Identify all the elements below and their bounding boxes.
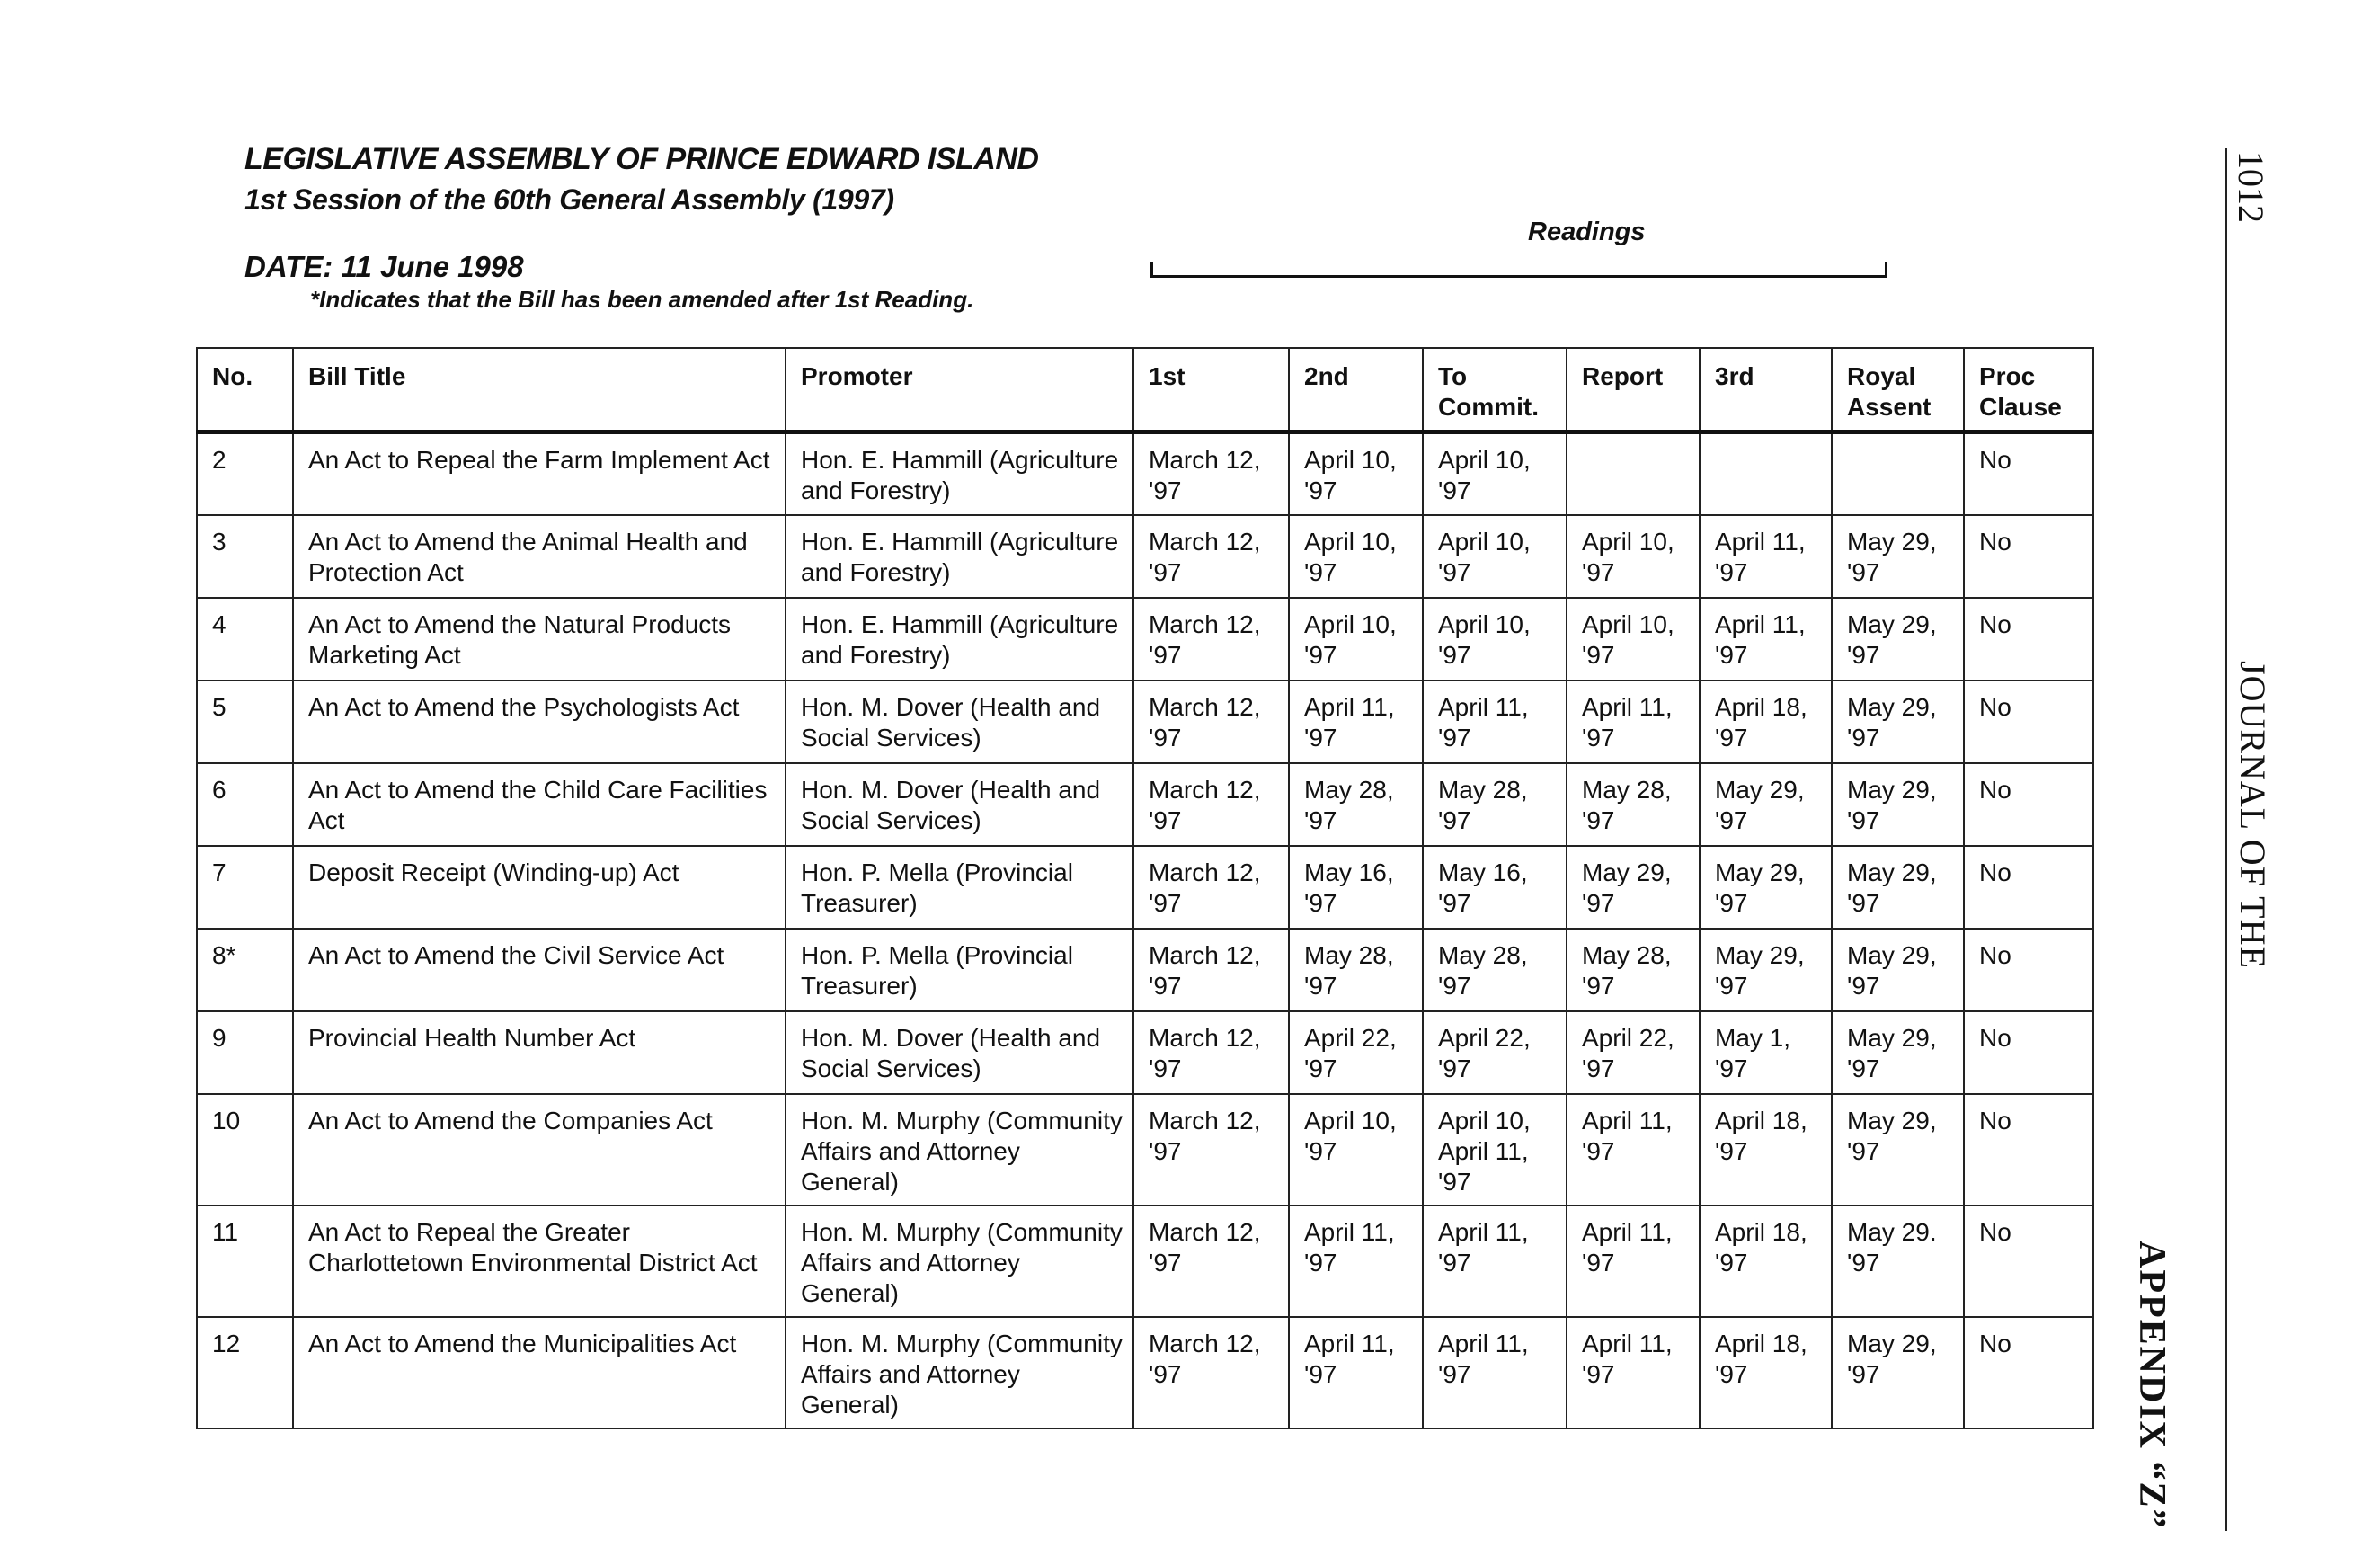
first-reading-cell: March 12, '97 (1133, 763, 1289, 846)
bills-table (196, 347, 2094, 1429)
royal-assent-cell: May 29, '97 (1832, 598, 1964, 681)
table-row (197, 846, 2093, 929)
first-reading-cell: March 12, '97 (1133, 432, 1289, 515)
bill-number-cell: 5 (197, 681, 293, 763)
royal-assent-cell: May 29, '97 (1832, 846, 1964, 929)
first-reading-cell: March 12, '97 (1133, 1206, 1289, 1317)
third-reading-cell: May 1, '97 (1700, 1011, 1832, 1094)
second-reading-cell: April 11, '97 (1289, 681, 1423, 763)
first-reading-cell: March 12, '97 (1133, 1317, 1289, 1428)
bill-title-cell: An Act to Amend the Psychologists Act (293, 681, 786, 763)
third-reading-cell: April 11, '97 (1700, 598, 1832, 681)
to-commit-cell: April 10, April 11, '97 (1423, 1094, 1567, 1206)
promoter-cell: Hon. M. Dover (Health and Social Services) (786, 763, 1133, 846)
first-reading-cell: March 12, '97 (1133, 929, 1289, 1011)
bill-title-cell: An Act to Amend the Municipalities Act (293, 1317, 786, 1428)
table-row (197, 1011, 2093, 1094)
readings-bracket (1150, 259, 1887, 278)
header-second-reading: 2nd (1289, 348, 1423, 432)
proc-clause-cell: No (1964, 1011, 2093, 1094)
second-reading-cell: April 11, '97 (1289, 1206, 1423, 1317)
bill-number-cell: 12 (197, 1317, 293, 1428)
third-reading-cell: May 29, '97 (1700, 846, 1832, 929)
second-reading-cell: May 28, '97 (1289, 763, 1423, 846)
amendment-note: *Indicates that the Bill has been amended after 1st Reading. (310, 286, 974, 313)
proc-clause-cell: No (1964, 598, 2093, 681)
third-reading-cell: April 11, '97 (1700, 515, 1832, 598)
bill-title-cell: Deposit Receipt (Winding-up) Act (293, 846, 786, 929)
bill-title-cell: An Act to Amend the Natural Products Marketing Act (293, 598, 786, 681)
proc-clause-cell: No (1964, 681, 2093, 763)
second-reading-cell: May 16, '97 (1289, 846, 1423, 929)
third-reading-cell: April 18, '97 (1700, 1206, 1832, 1317)
header-no: No. (197, 348, 293, 432)
bill-number-cell: 10 (197, 1094, 293, 1206)
proc-clause-cell: No (1964, 432, 2093, 515)
header-report: Report (1567, 348, 1700, 432)
report-cell: April 11, '97 (1567, 1317, 1700, 1428)
second-reading-cell: April 22, '97 (1289, 1011, 1423, 1094)
third-reading-cell: May 29, '97 (1700, 763, 1832, 846)
report-cell: April 11, '97 (1567, 1206, 1700, 1317)
header-royal-assent: Royal Assent (1832, 348, 1964, 432)
bill-number-cell: 11 (197, 1206, 293, 1317)
table-row (197, 432, 2093, 515)
proc-clause-cell: No (1964, 1317, 2093, 1428)
margin-rule (2225, 148, 2227, 1531)
proc-clause-cell: No (1964, 1206, 2093, 1317)
table-row (197, 1206, 2093, 1317)
table-row (197, 1317, 2093, 1428)
to-commit-cell: May 16, '97 (1423, 846, 1567, 929)
royal-assent-cell: May 29, '97 (1832, 1011, 1964, 1094)
bill-number-cell: 8* (197, 929, 293, 1011)
proc-clause-cell: No (1964, 515, 2093, 598)
to-commit-cell: April 10, '97 (1423, 598, 1567, 681)
royal-assent-cell: May 29, '97 (1832, 681, 1964, 763)
promoter-cell: Hon. M. Dover (Health and Social Services) (786, 1011, 1133, 1094)
header-first-reading: 1st (1133, 348, 1289, 432)
header-promoter: Promoter (786, 348, 1133, 432)
document-title: LEGISLATIVE ASSEMBLY OF PRINCE EDWARD ISLAND (244, 142, 1039, 176)
royal-assent-cell: May 29. '97 (1832, 1206, 1964, 1317)
to-commit-cell: May 28, '97 (1423, 929, 1567, 1011)
second-reading-cell: April 10, '97 (1289, 1094, 1423, 1206)
header-third-reading: 3rd (1700, 348, 1832, 432)
bill-title-cell: An Act to Amend the Companies Act (293, 1094, 786, 1206)
to-commit-cell: April 22, '97 (1423, 1011, 1567, 1094)
table-header-row (197, 348, 2093, 432)
table-row (197, 1094, 2093, 1206)
report-cell: May 29, '97 (1567, 846, 1700, 929)
table-header (197, 348, 2093, 432)
royal-assent-cell (1832, 432, 1964, 515)
bill-title-cell: An Act to Amend the Civil Service Act (293, 929, 786, 1011)
to-commit-cell: April 11, '97 (1423, 681, 1567, 763)
report-cell: April 10, '97 (1567, 515, 1700, 598)
to-commit-cell: April 10, '97 (1423, 432, 1567, 515)
second-reading-cell: May 28, '97 (1289, 929, 1423, 1011)
report-cell: May 28, '97 (1567, 763, 1700, 846)
report-cell: April 22, '97 (1567, 1011, 1700, 1094)
bill-number-cell: 3 (197, 515, 293, 598)
table-body (197, 432, 2093, 1428)
first-reading-cell: March 12, '97 (1133, 598, 1289, 681)
bill-title-cell: An Act to Repeal the Farm Implement Act (293, 432, 786, 515)
bill-number-cell: 4 (197, 598, 293, 681)
bill-title-cell: Provincial Health Number Act (293, 1011, 786, 1094)
promoter-cell: Hon. M. Murphy (Community Affairs and Attorney General) (786, 1094, 1133, 1206)
promoter-cell: Hon. M. Murphy (Community Affairs and Attorney General) (786, 1206, 1133, 1317)
table-row (197, 763, 2093, 846)
report-cell: May 28, '97 (1567, 929, 1700, 1011)
third-reading-cell: April 18, '97 (1700, 681, 1832, 763)
report-cell: April 11, '97 (1567, 681, 1700, 763)
bill-number-cell: 9 (197, 1011, 293, 1094)
promoter-cell: Hon. E. Hammill (Agriculture and Forestry) (786, 598, 1133, 681)
first-reading-cell: March 12, '97 (1133, 846, 1289, 929)
appendix-label: APPENDIX “Z” (2131, 1241, 2172, 1530)
header-to-commit: To Commit. (1423, 348, 1567, 432)
promoter-cell: Hon. P. Mella (Provincial Treasurer) (786, 929, 1133, 1011)
report-cell: April 11, '97 (1567, 1094, 1700, 1206)
to-commit-cell: April 11, '97 (1423, 1206, 1567, 1317)
bill-number-cell: 7 (197, 846, 293, 929)
page-number: 1012 (2231, 151, 2271, 223)
second-reading-cell: April 10, '97 (1289, 432, 1423, 515)
promoter-cell: Hon. P. Mella (Provincial Treasurer) (786, 846, 1133, 929)
report-cell: April 10, '97 (1567, 598, 1700, 681)
readings-label: Readings (1528, 218, 1646, 246)
table-row (197, 515, 2093, 598)
second-reading-cell: April 10, '97 (1289, 515, 1423, 598)
royal-assent-cell: May 29, '97 (1832, 1317, 1964, 1428)
to-commit-cell: May 28, '97 (1423, 763, 1567, 846)
royal-assent-cell: May 29, '97 (1832, 515, 1964, 598)
promoter-cell: Hon. E. Hammill (Agriculture and Forestry) (786, 515, 1133, 598)
bill-title-cell: An Act to Amend the Animal Health and Protection Act (293, 515, 786, 598)
bill-number-cell: 6 (197, 763, 293, 846)
to-commit-cell: April 10, '97 (1423, 515, 1567, 598)
second-reading-cell: April 10, '97 (1289, 598, 1423, 681)
third-reading-cell: May 29, '97 (1700, 929, 1832, 1011)
first-reading-cell: March 12, '97 (1133, 1011, 1289, 1094)
bill-number-cell: 2 (197, 432, 293, 515)
header-bill-title: Bill Title (293, 348, 786, 432)
royal-assent-cell: May 29, '97 (1832, 763, 1964, 846)
proc-clause-cell: No (1964, 846, 2093, 929)
first-reading-cell: March 12, '97 (1133, 515, 1289, 598)
proc-clause-cell: No (1964, 1094, 2093, 1206)
royal-assent-cell: May 29, '97 (1832, 929, 1964, 1011)
proc-clause-cell: No (1964, 763, 2093, 846)
third-reading-cell: April 18, '97 (1700, 1317, 1832, 1428)
session-subtitle: 1st Session of the 60th General Assembly (1997) (244, 183, 894, 216)
header-proc-clause: Proc Clause (1964, 348, 2093, 432)
table-row (197, 681, 2093, 763)
report-cell (1567, 432, 1700, 515)
promoter-cell: Hon. E. Hammill (Agriculture and Forestry) (786, 432, 1133, 515)
third-reading-cell: April 18, '97 (1700, 1094, 1832, 1206)
to-commit-cell: April 11, '97 (1423, 1317, 1567, 1428)
first-reading-cell: March 12, '97 (1133, 1094, 1289, 1206)
proc-clause-cell: No (1964, 929, 2093, 1011)
bill-title-cell: An Act to Amend the Child Care Facilities Act (293, 763, 786, 846)
promoter-cell: Hon. M. Dover (Health and Social Services) (786, 681, 1133, 763)
report-date: DATE: 11 June 1998 (244, 250, 524, 283)
royal-assent-cell: May 29, '97 (1832, 1094, 1964, 1206)
third-reading-cell (1700, 432, 1832, 515)
table-row (197, 598, 2093, 681)
journal-label: JOURNAL OF THE (2233, 661, 2273, 969)
bill-title-cell: An Act to Repeal the Greater Charlottetown Environmental District Act (293, 1206, 786, 1317)
first-reading-cell: March 12, '97 (1133, 681, 1289, 763)
second-reading-cell: April 11, '97 (1289, 1317, 1423, 1428)
table-row (197, 929, 2093, 1011)
promoter-cell: Hon. M. Murphy (Community Affairs and Attorney General) (786, 1317, 1133, 1428)
